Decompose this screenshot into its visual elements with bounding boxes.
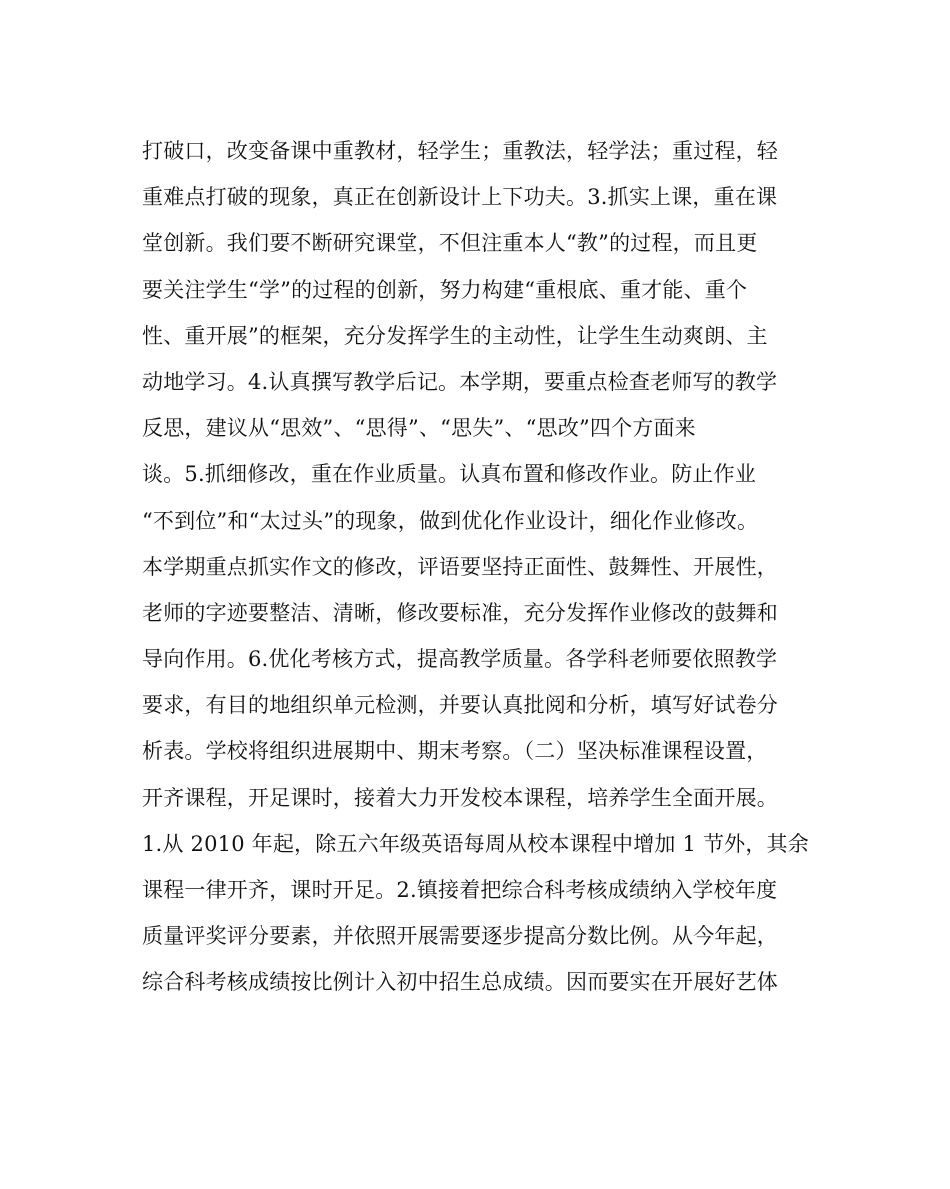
text-line: 本学期重点抓实作文的修改，评语要坚持正面性、鼓舞性、开展性， bbox=[142, 554, 778, 579]
text-line: 课程一律开齐，课时开足。2.镇接着把综合科考核成绩纳入学校年度 bbox=[142, 878, 778, 902]
text-line: 反思，建议从“思效”、“思得”、“思失”、“思改”四个方面来 bbox=[142, 416, 696, 441]
text-line: 重难点打破的现象，真正在创新设计上下功夫。3.抓实上课，重在课 bbox=[142, 185, 778, 210]
text-line: 综合科考核成绩按比例计入初中招生总成绩。因而要实在开展好艺体 bbox=[142, 970, 778, 995]
text-line: 质量评奖评分要素，并依照开展需要逐步提高分数比例。从今年起， bbox=[142, 924, 778, 949]
text-line: 性、重开展”的框架，充分发挥学生的主动性，让学生生动爽朗、主 bbox=[142, 323, 768, 348]
text-line: 谈。5.抓细修改，重在作业质量。认真布置和修改作业。防止作业 bbox=[142, 462, 757, 487]
body-text bbox=[142, 128, 822, 1006]
text-line: 开齐课程，开足课时，接着大力开发校本课程，培养学生全面开展。 bbox=[142, 785, 778, 810]
text-line: 要求，有目的地组织单元检测，并要认真批阅和分析，填写好试卷分 bbox=[142, 693, 778, 718]
text-line: 动地学习。4.认真撰写教学后记。本学期，要重点检查老师写的教学 bbox=[142, 369, 778, 394]
text-line: 打破口，改变备课中重教材，轻学生；重教法，轻学法；重过程，轻 bbox=[142, 139, 778, 163]
text-line: 1.从 2010 年起，除五六年级英语每周从校本课程中增加 1 节外，其余 bbox=[142, 831, 809, 856]
text-line: 老师的字迹要整洁、清晰，修改要标准，充分发挥作业修改的鼓舞和 bbox=[142, 600, 778, 625]
text-line: 要关注学生“学”的过程的创新，努力构建“重根底、重才能、重个 bbox=[142, 277, 748, 302]
text-line: 析表。学校将组织进展期中、期末考察。（二）坚决标准课程设置， bbox=[142, 739, 768, 764]
text-line: 堂创新。我们要不断研究课堂，不但注重本人“教”的过程，而且更 bbox=[142, 231, 758, 256]
text-line: 导向作用。6.优化考核方式，提高教学质量。各学科老师要依照教学 bbox=[142, 647, 778, 672]
text-line: “不到位”和“太过头”的现象，做到优化作业设计，细化作业修改。 bbox=[142, 508, 759, 533]
